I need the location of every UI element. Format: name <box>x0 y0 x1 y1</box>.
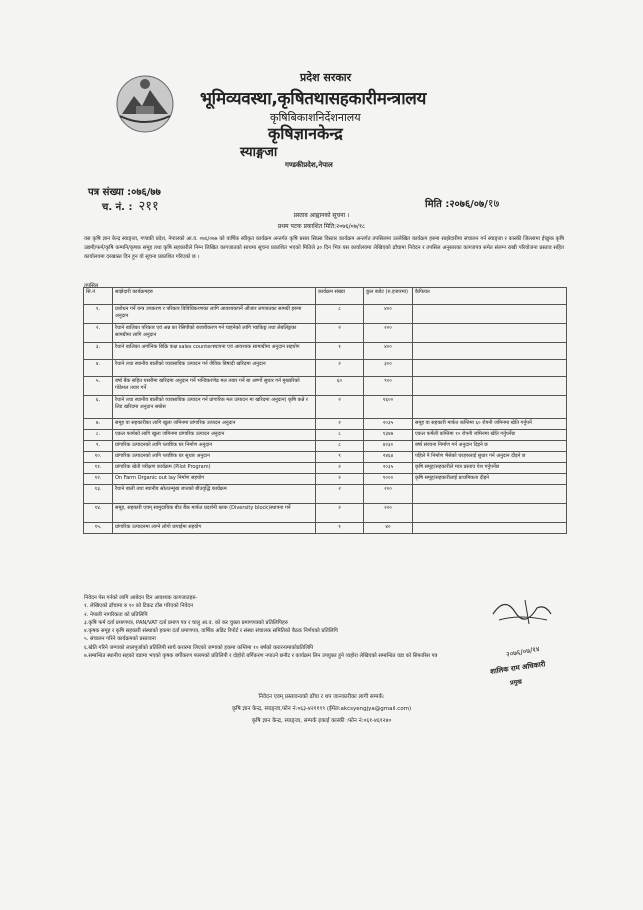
signatory-name: शालिक राम अधिकारी <box>489 660 546 676</box>
cell-sn: १४. <box>84 504 113 523</box>
cell-count: २ <box>316 485 364 504</box>
table-row <box>84 419 567 430</box>
contact-heading: निवेदन एवम् प्रस्तावनाको ढाँचा र थप जानकारीका लागी सम्पर्क: <box>258 694 385 700</box>
cell-count: २ <box>316 324 364 343</box>
cell-budget: १३४७ <box>364 430 413 441</box>
signatory-title: प्रमुख <box>509 678 523 687</box>
cell-program: रैथाने तथा स्थानीय बालीको व्यवसायिक उत्पादन गर्न प्रांगारिक मल उत्पादन मा खरिदमा अनुदान( कृषि कन्ने र लिड खरिदमा अनुदान सबोस <box>113 396 316 419</box>
cell-sn: ४. <box>84 360 113 377</box>
tapsil-label: तपसिल <box>84 283 99 289</box>
table-row <box>84 377 567 396</box>
cell-sn: ११. <box>84 463 113 474</box>
cell-count: २ <box>316 504 364 523</box>
cell-program: समूह वा सहकारीका लागि खुला जमिनमा प्रांगारिक उत्पादन अनुदान <box>113 419 316 430</box>
date-label: मिति :२०७६/०७/ <box>425 199 488 210</box>
note-item: २. नेपाली नागरिकता को प्रतिलिपि <box>84 611 148 618</box>
table-row <box>84 441 567 452</box>
cell-program: प्रांगारिक खेती परीक्षण कार्यक्रम (Pilot Program) <box>113 463 316 474</box>
cell-sn: ८. <box>84 430 113 441</box>
table-row <box>84 343 567 360</box>
nepal-emblem-icon <box>112 70 178 136</box>
cell-count: ८ <box>316 305 364 324</box>
cell-program: प्रांगारिक उत्पादनको लागि प्लाष्टिक घर सुधार अनुदान <box>113 452 316 463</box>
cell-program: समूह, सहकारी एवम् सामुदायिक बीउ बैंक मार्फत प्रदर्शनी ब्लक (Diversity block)स्थापना गर्ने <box>113 504 316 523</box>
cell-budget: २०० <box>364 485 413 504</box>
header-sn: सि.नं <box>84 288 113 305</box>
cell-sn: ५. <box>84 377 113 396</box>
cell-sn: २. <box>84 324 113 343</box>
cell-program: एकल फार्मको लागि खुला जमिनमा प्रांगारिक उत्पादन अनुदान <box>113 430 316 441</box>
cell-budget: ३०० <box>364 360 413 377</box>
contact-line-2: कृषि ज्ञान केन्द्र, स्याङ्जा, सम्पर्क इकाई कास्की :फोन नं:०६१-४६१२४० <box>251 718 392 724</box>
dispatch-value: २११ <box>138 199 159 214</box>
note-item: १. लेखिएको ढाँचामा रु १० को टिकट टाँस गरिएको निवेदन <box>84 603 194 610</box>
notice-intro: यस कृषि ज्ञान केन्द्र स्याङ्जा, गण्डकी प्रदेश, नेपालको आ.व. ०७६/०७७ को वार्षिक स्वीकृत कार्यक्रम अन्तर्गत कृषि प्रसार सिप्रस विस्तार कार्यक्रम अन्तर्गत तपसिलमा उल्लेखित कार्यक्रम हरुमा साझेदारीमा संचालन गर्न स्याङ्जा र कास्की जिल्लामा ईच्छुक कृषि उद्यमी/फर्म/कृषि कम्पनि/कृषक समूह तथा कृषि सहकारीले निम्न लिखित कागजातको साथमा सूचना प्रकाशित भएको मितिले ३० दिन भित्र यस कार्यालयमा लेखिएको ढाँचामा निवेदन र तपसिल अनुसारका कागजपत्र समेत संलग्न राखी परियोजना प्रस्ताव सहित कार्यालयमा दरखास्त दिन हुन यो सूचना प्रकाशित गरिएको छ । <box>84 236 564 260</box>
cell-remark <box>413 377 567 396</box>
notes-heading: निवेदन पेस गर्नको लागि आबेदन दिन आवश्यक कागजातहरु- <box>84 595 198 601</box>
office-title: कृषिज्ञानकेन्द्र <box>268 124 343 143</box>
cell-remark: कृषि समूह/सहकारीलाई प्राथमिकता दीइने <box>413 474 567 485</box>
date-value: १७ <box>487 197 500 210</box>
cell-program: रैथाने बालिका परिकार एवं अन्न का रेसिपीको बजारीकरण गर्न चाहनेको लागि प्याकिङ्ग तथा लेबलिङ्गका सामग्रीमा लागि अनुदान <box>113 324 316 343</box>
note-item: ४.कृषक समूह र कृषि सहकारी संस्थाको हकमा दर्ता प्रमाणपत्र, वार्षिक अडिट रिपोर्ट र संस्था संचालक समितिको बैठक निर्णयको प्रतिलिपि <box>84 628 338 635</box>
table-row <box>84 324 567 343</box>
cell-remark: कृषि समूह/सहकारीले मात्र प्रस्ताव पेश गर्नुपर्नेछ <box>413 463 567 474</box>
government-label: प्रदेश सरकार <box>300 71 352 84</box>
cell-remark <box>413 504 567 523</box>
district-label: स्याङ्गजा <box>240 145 278 160</box>
cell-sn: १. <box>84 305 113 324</box>
cell-remark <box>413 360 567 377</box>
cell-program: प्रशोधन गर्ने यन्त्र उपकरण र परिकार विविधिकरणका लागि आवश्यकपर्ने औजार लगायतका सामग्री हरुमा अनुदान <box>113 305 316 324</box>
cell-sn: ३. <box>84 343 113 360</box>
cell-count: ६० <box>316 377 364 396</box>
dispatch-label: च. नं. : <box>102 202 133 213</box>
cell-program: प्रांगारिक उत्पादनमा लाग्ने लोगो छपाईमा सहयोग <box>113 523 316 534</box>
header-count: कार्यक्रम संख्या <box>316 288 364 305</box>
header-remark: कैफियत <box>413 288 567 305</box>
table-row <box>84 504 567 523</box>
cell-count: २ <box>316 463 364 474</box>
cell-remark <box>413 343 567 360</box>
program-table <box>83 287 567 534</box>
cell-budget: १००० <box>364 474 413 485</box>
header-program: साझेदारी कार्यक्रमहरु <box>113 288 316 305</box>
cell-remark: समूह वा सहकारी मार्फत कम्तिमा ६० रोपनी जमिनमा खेति गर्नुपर्ने <box>413 419 567 430</box>
cell-remark: पहिले नै निर्माण भैसेको घरहरुलाई सुधार गर्न अनुदान दीइने छ <box>413 452 567 463</box>
cell-sn: १५. <box>84 523 113 534</box>
cell-count: २ <box>316 474 364 485</box>
cell-remark: एकल फर्मेली कम्तिमा १० रोपनी जमिनमा खेति गर्नुपर्नेछ <box>413 430 567 441</box>
note-item: ७.सम्बन्धित स्थानीय सहको वडामा भएको कृषक बर्गीकरण फारमको प्रतिलिपी र दोहोरो बर्गिकरण नपाउने छनौट र कार्यक्रम लिन उपयुक्त हुने व्यहोरा लेखिएको सम्बन्धित वडा को सिफारिस पत्र <box>84 653 438 660</box>
table-row <box>84 430 567 441</box>
cell-remark <box>413 305 567 324</box>
cell-remark: बर्षा संरचना निर्माण गर्न अनुदान दिइने छ <box>413 441 567 452</box>
table-row <box>84 452 567 463</box>
cell-budget: २०३५ <box>364 463 413 474</box>
cell-budget: १६०० <box>364 396 413 419</box>
cell-count: २ <box>316 419 364 430</box>
table-row <box>84 463 567 474</box>
cell-remark <box>413 485 567 504</box>
cell-budget: २४६४ <box>364 452 413 463</box>
cell-remark <box>413 396 567 419</box>
cell-program: रैथाने बाली तथा स्थानीय स्रोतउन्मुख जातको बीउवृद्धि कार्यक्रम <box>113 485 316 504</box>
signature-date: २०७६/०७/१४ <box>505 645 541 659</box>
note-item: ५. संचालन गरिने कार्यक्रमको प्रस्तावना <box>84 636 156 643</box>
note-item: ३.कृषि फर्म दर्ता प्रमाणपत्र, PAN/VAT दर्ता प्रमाण पत्र र चालु आ.व. को कर चुक्ता प्रमाणपत्रको प्रतिलिपिहरु <box>84 619 288 626</box>
table-row <box>84 305 567 324</box>
cell-count: १ <box>316 523 364 534</box>
cell-budget: ४०० <box>364 343 413 360</box>
cell-program: On Farm Organic out lay निर्माण सहयोग <box>113 474 316 485</box>
cell-budget: २०० <box>364 504 413 523</box>
ministry-title: भूमिव्यवस्था,कृषितथासहकारीमन्त्रालय <box>200 89 427 109</box>
cell-budget: २०३५ <box>364 419 413 430</box>
letter-number: पत्र संख्या :०७६/७७ <box>88 187 161 198</box>
cell-program: रैथाने तथा स्थानीय बालीको व्यवसायिक उत्पादन गर्न जैविक बिषादी खरिदमा अनुदान <box>113 360 316 377</box>
cell-program: प्रांगारिक उत्पादनको लागि प्लाष्टिक घर निर्माण अनुदान <box>113 441 316 452</box>
cell-count: ९ <box>316 452 364 463</box>
cell-sn: ९. <box>84 441 113 452</box>
cell-sn: ७. <box>84 419 113 430</box>
cell-budget: ९०० <box>364 377 413 396</box>
table-row <box>84 485 567 504</box>
table-row <box>84 474 567 485</box>
cell-sn: ६. <box>84 396 113 419</box>
cell-count: १ <box>316 343 364 360</box>
cell-budget: ४०० <box>364 305 413 324</box>
notice-title: प्रस्ताव आह्वानको सूचना । <box>293 212 350 219</box>
cell-budget: ४० <box>364 523 413 534</box>
cell-count: २ <box>316 396 364 419</box>
cell-count: ८ <box>316 430 364 441</box>
cell-budget: ४२३० <box>364 441 413 452</box>
table-header-row <box>84 288 567 305</box>
cell-budget: २०० <box>364 324 413 343</box>
cell-sn: १२. <box>84 474 113 485</box>
province-label: गण्डकीप्रदेश,नेपाल <box>285 161 333 169</box>
header-budget: कुल बजेट (रु.हजारमा) <box>364 288 413 305</box>
cell-program: रैथाने बालिका अर्गानिक बिक्रि कक्ष sales counterस्थापना एवं आवश्यक सामाग्रीमा अनुदान सहयोग <box>113 343 316 360</box>
letter-date <box>425 196 499 211</box>
cell-sn: १०. <box>84 452 113 463</box>
note-item: ६.खेति गरिने जग्गाको लालपुर्जाको प्रतिलिपी साथै करारमा लिएको जग्गाको हकमा कम्तिमा १० बर्षको करारनामाकोप्रतिलिपि <box>84 644 314 651</box>
directorate-label: कृषिबिकाशनिर्देशनालय <box>270 111 361 124</box>
cell-count: २ <box>316 360 364 377</box>
table-row <box>84 396 567 419</box>
table-row <box>84 360 567 377</box>
cell-remark <box>413 324 567 343</box>
cell-program: बर्षा बैंक सहित यसरीमा खरिदमा अनुदान गर्ने भन्डिकरणेढ मल तयार गर्ने बा अर्ण्गो सुधार गर्न मुख्यरिको गोठेमल तयार गर्ने <box>113 377 316 396</box>
notice-subtitle: प्रथम पटक प्रकाशित मिति:२०७६/०७/१८ <box>277 223 366 230</box>
cell-sn: १३. <box>84 485 113 504</box>
cell-count: ८ <box>316 441 364 452</box>
table-body <box>84 305 567 534</box>
table-row <box>84 523 567 534</box>
cell-remark <box>413 523 567 534</box>
contact-line-1: कृषि ज्ञान केन्द्र, स्याङ्जा,फोन नं:०६३-४२११९९ (ईमेल:akcsyengjya@gmail.com) <box>231 706 412 712</box>
